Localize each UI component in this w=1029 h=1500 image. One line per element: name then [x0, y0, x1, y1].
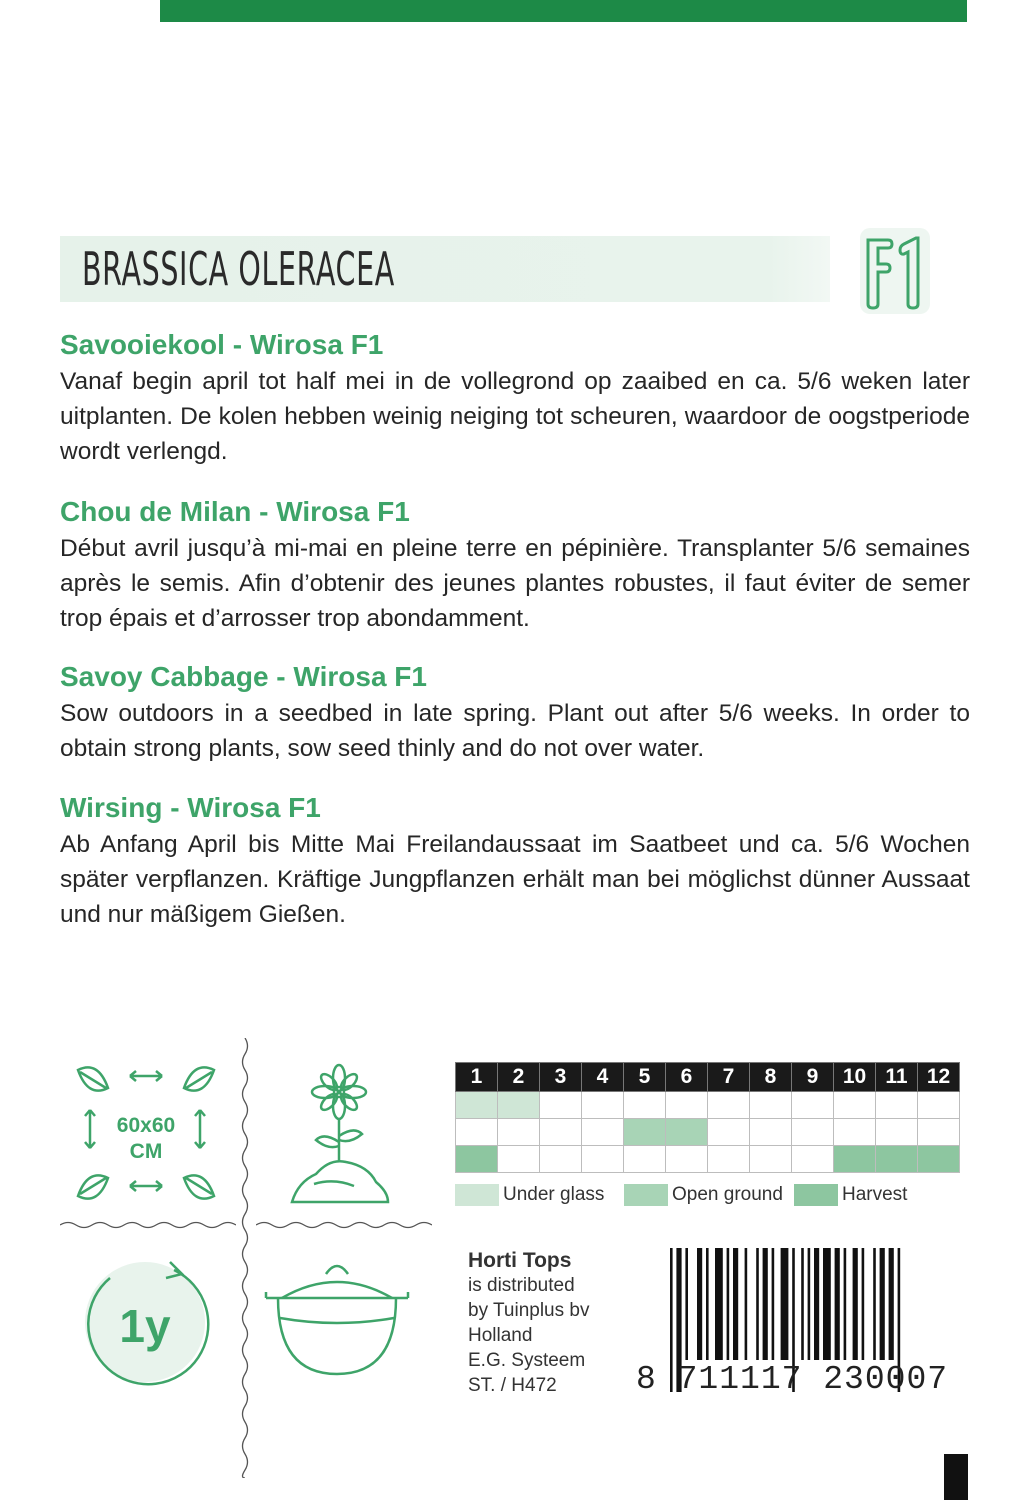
month-header: 3: [540, 1063, 582, 1092]
calendar-cell: [918, 1092, 960, 1119]
month-header: 10: [834, 1063, 876, 1092]
distributor-line: ST. / H472: [468, 1375, 557, 1396]
leaf-icon: [78, 1067, 108, 1090]
barcode-bar: [745, 1248, 748, 1360]
arrow-icon: [85, 1110, 95, 1148]
barcode-bar: [763, 1248, 768, 1360]
barcode-bar: [781, 1248, 789, 1360]
pot-icon: [262, 1258, 412, 1382]
calendar-cell: [708, 1146, 750, 1173]
month-header: 8: [750, 1063, 792, 1092]
barcode-bar: [685, 1248, 688, 1360]
calendar-cell: [876, 1092, 918, 1119]
legend-label: Open ground: [672, 1184, 783, 1205]
calendar-cell: [750, 1119, 792, 1146]
calendar-cell: [498, 1146, 540, 1173]
print-mark: [944, 1454, 968, 1500]
barcode-bar: [873, 1248, 876, 1360]
annual-cycle-icon: [70, 1256, 220, 1386]
calendar-cell: [456, 1119, 498, 1146]
sowing-calendar: [455, 1062, 960, 1173]
calendar-cell: [582, 1092, 624, 1119]
section-heading: Savoy Cabbage - Wirosa F1: [60, 661, 427, 692]
month-header: 7: [708, 1063, 750, 1092]
calendar-cell: [666, 1146, 708, 1173]
barcode-bar: [772, 1248, 775, 1360]
divider-horizontal: [60, 1220, 236, 1230]
calendar-cell: [834, 1146, 876, 1173]
distributor-line: Holland: [468, 1325, 533, 1346]
distributor-line: E.G. Systeem: [468, 1350, 586, 1371]
legend-harvest: [794, 1182, 907, 1208]
section-text: Début avril jusqu’à mi-mai en pleine terre en pépinière. Transplanter 5/6 semaines après le semis. Afin d’obtenir des jeunes plantes robustes, il faut éviter de semer trop épais et d’arrosser trop abondamment.: [60, 535, 970, 632]
calendar-cell: [708, 1119, 750, 1146]
distributor-info: [468, 1248, 589, 1398]
calendar-cell: [708, 1092, 750, 1119]
barcode-bar: [733, 1248, 738, 1360]
plant-icon: [284, 1062, 394, 1208]
barcode-bar: [706, 1248, 709, 1360]
leaf-icon: [184, 1067, 214, 1090]
barcode-bar: [853, 1248, 858, 1360]
calendar-cell: [792, 1092, 834, 1119]
section-dutch: [60, 328, 970, 469]
barcode-bar: [835, 1248, 840, 1360]
barcode-bar: [814, 1248, 819, 1360]
lifecycle-label: 1y: [119, 1300, 171, 1352]
barcode-bar: [862, 1248, 865, 1360]
barcode-bar: [844, 1248, 847, 1360]
calendar-cell: [498, 1119, 540, 1146]
section-german: [60, 791, 970, 932]
barcode-digits: 8 711117 230007: [636, 1361, 949, 1398]
calendar-cell: [540, 1146, 582, 1173]
month-header: 6: [666, 1063, 708, 1092]
distributor-line: is distributed: [468, 1275, 575, 1296]
distributor-line: by Tuinplus bv: [468, 1300, 590, 1321]
section-text: Vanaf begin april tot half mei in de vollegrond op zaaibed en ca. 5/6 weken later uitplanten. De kolen hebben weinig neiging tot scheuren, waardoor de oogstperiode wordt verlengd.: [60, 368, 970, 465]
spacing-value: 60x60: [116, 1114, 176, 1137]
month-header: 12: [918, 1063, 960, 1092]
section-heading: Wirsing - Wirosa F1: [60, 792, 321, 823]
plant-spacing-icon: [68, 1058, 224, 1208]
arrow-icon: [195, 1110, 205, 1148]
barcode-bar: [880, 1248, 885, 1360]
calendar-cell: [876, 1119, 918, 1146]
month-header: 2: [498, 1063, 540, 1092]
f1-badge: [860, 228, 930, 314]
calendar-cell: [834, 1119, 876, 1146]
month-header: 9: [792, 1063, 834, 1092]
calendar-cell: [540, 1092, 582, 1119]
section-french: [60, 495, 970, 636]
section-text: Sow outdoors in a seedbed in late spring. Plant out after 5/6 weeks. In order to obtain strong plants, sow seed thinly and do not over water.: [60, 700, 970, 762]
barcode-bar: [715, 1248, 723, 1360]
calendar-cell: [918, 1119, 960, 1146]
barcode-bar: [756, 1248, 759, 1360]
section-heading: Savooiekool - Wirosa F1: [60, 329, 384, 360]
month-header: 1: [456, 1063, 498, 1092]
calendar-cell: [750, 1146, 792, 1173]
calendar-row-harvest: [456, 1146, 960, 1173]
top-brand-bar: [160, 0, 967, 22]
calendar-row-under-glass: [456, 1092, 960, 1119]
leaf-icon: [184, 1175, 214, 1198]
month-header: 4: [582, 1063, 624, 1092]
barcode-bar: [823, 1248, 831, 1360]
divider-horizontal: [256, 1220, 432, 1230]
calendar-cell: [876, 1146, 918, 1173]
calendar-cell: [582, 1146, 624, 1173]
barcode-bar: [801, 1248, 804, 1360]
month-header: 5: [624, 1063, 666, 1092]
calendar-cell: [540, 1119, 582, 1146]
arrow-icon: [130, 1181, 162, 1191]
divider-vertical: [240, 1038, 250, 1478]
legend-label: Harvest: [842, 1184, 908, 1205]
calendar-cell: [666, 1092, 708, 1119]
spacing-unit: CM: [129, 1140, 163, 1163]
calendar-cell: [666, 1119, 708, 1146]
legend-open-ground: [624, 1182, 783, 1208]
calendar-cell: [624, 1146, 666, 1173]
calendar-cell: [456, 1092, 498, 1119]
legend-label: Under glass: [503, 1184, 605, 1205]
calendar-cell: [792, 1146, 834, 1173]
calendar-cell: [918, 1146, 960, 1173]
barcode-bar: [697, 1248, 702, 1360]
calendar-cell: [624, 1119, 666, 1146]
calendar-cell: [792, 1119, 834, 1146]
section-text: Ab Anfang April bis Mitte Mai Freilandaussaat im Saatbeet und ca. 5/6 Wochen später verpflanzen. Kräftige Jungpflanzen erhält man bei möglichst dünner Aussaat und nur mäßigem Gießen.: [60, 831, 970, 928]
month-header: 11: [876, 1063, 918, 1092]
section-heading: Chou de Milan - Wirosa F1: [60, 496, 410, 527]
calendar-cell: [750, 1092, 792, 1119]
calendar-row-open-ground: [456, 1119, 960, 1146]
distributor-brand: Horti Tops: [468, 1249, 572, 1272]
barcode-bar: [889, 1248, 894, 1360]
calendar-cell: [582, 1119, 624, 1146]
barcode-bar: [727, 1248, 730, 1360]
legend-under-glass: [455, 1182, 604, 1208]
section-english: [60, 660, 970, 766]
barcode-bar: [808, 1248, 811, 1360]
calendar-cell: [456, 1146, 498, 1173]
botanical-name: BRASSICA OLERACEA: [82, 242, 395, 296]
calendar-cell: [498, 1092, 540, 1119]
calendar-cell: [834, 1092, 876, 1119]
leaf-icon: [78, 1175, 108, 1198]
arrow-icon: [130, 1071, 162, 1081]
calendar-cell: [624, 1092, 666, 1119]
